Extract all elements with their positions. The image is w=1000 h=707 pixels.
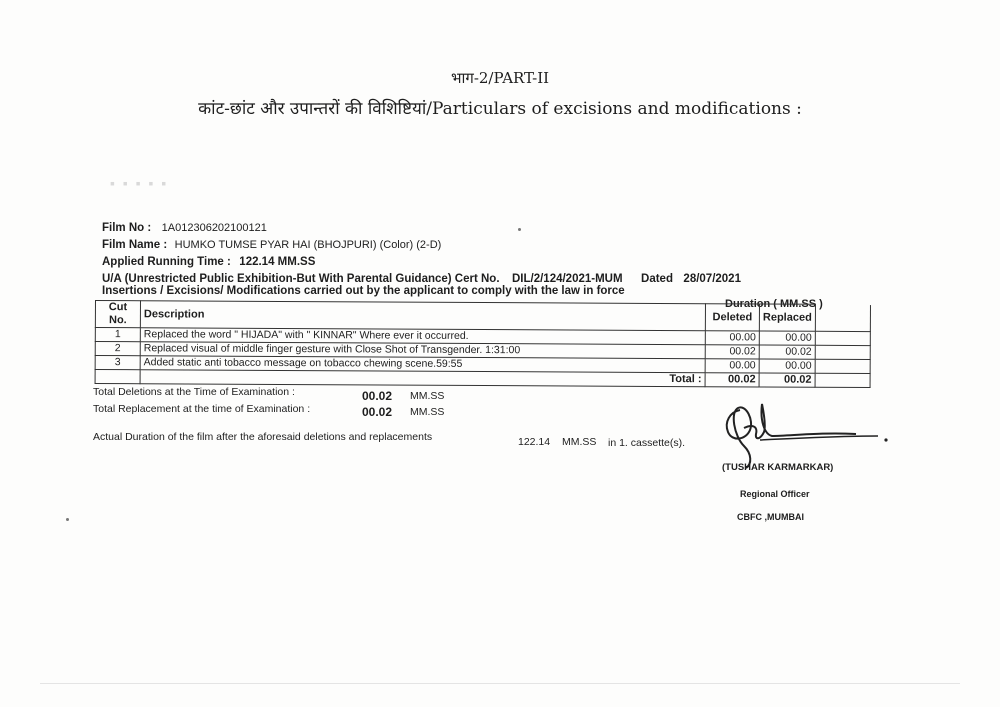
replaced-cell: 00.00 xyxy=(759,359,815,373)
certificate-date: 28/07/2021 xyxy=(683,273,741,285)
total-deleted: 00.02 xyxy=(705,373,759,387)
blank-cell xyxy=(815,331,870,345)
description-cell: Added static anti tobacco message on tobacco chewing scene.59:55 xyxy=(140,356,705,373)
header-deleted: Deleted xyxy=(705,304,759,331)
total-replaced: 00.02 xyxy=(759,373,815,387)
total-deletions-label: Total Deletions at the Time of Examination : xyxy=(93,386,295,398)
running-time-label: Applied Running Time : xyxy=(102,256,231,268)
film-no-row xyxy=(102,218,267,236)
scan-dot xyxy=(66,518,69,521)
cut-no-cell: 3 xyxy=(95,356,140,370)
excisions-table xyxy=(95,300,871,388)
total-replacement-value: 00.02 xyxy=(362,405,393,419)
signature-image xyxy=(700,390,900,470)
total-replacement-unit: MM.SS xyxy=(410,406,445,418)
duration-heading: Duration ( MM.SS ) xyxy=(725,298,823,310)
header-description: Description xyxy=(140,301,705,331)
blank-cell xyxy=(815,373,870,387)
blank-cell xyxy=(815,359,870,373)
faint-stamp-mark: ▪ ▪ ▪ ▪ ▪ xyxy=(110,175,169,191)
replaced-cell: 00.02 xyxy=(759,345,815,359)
running-time-value: 122.14 MM.SS xyxy=(239,256,316,268)
description-cell: Replaced visual of middle finger gesture with Close Shot of Transgender. 1:31:00 xyxy=(140,342,705,359)
table-header-row xyxy=(95,301,870,332)
actual-duration-unit: MM.SS xyxy=(562,436,597,448)
cut-no-cell: 1 xyxy=(95,328,140,342)
blank-cell xyxy=(815,345,870,359)
document-heading: कांट-छांट और उपान्तरों की विशिष्टियां/Particulars of excisions and modifications : xyxy=(198,99,802,119)
blank-cell xyxy=(815,304,870,331)
bottom-edge-line xyxy=(40,683,960,684)
replaced-cell: 00.00 xyxy=(759,331,815,345)
film-name-row xyxy=(102,235,441,253)
deleted-cell: 00.00 xyxy=(705,359,759,373)
part-label: भाग-2/PART-II xyxy=(450,69,550,87)
certificate-number: DIL/2/124/2021-MUM xyxy=(511,273,623,285)
cut-no-cell: 2 xyxy=(95,342,140,356)
insertions-heading: Insertions / Excisions/ Modifications carried out by the applicant to comply with the law in force xyxy=(102,285,625,297)
deleted-cell: 00.00 xyxy=(705,331,759,345)
blank-cell xyxy=(95,370,140,384)
signatory-organization: CBFC ,MUMBAI xyxy=(737,512,804,522)
actual-duration-value: 122.14 xyxy=(518,436,551,448)
header-cut-no: Cut No. xyxy=(95,301,140,328)
total-replacement-label: Total Replacement at the time of Examination : xyxy=(93,403,311,415)
signatory-role: Regional Officer xyxy=(740,489,810,499)
film-no-value: 1A012306202100121 xyxy=(161,222,267,234)
total-label: Total : xyxy=(140,370,705,387)
description-cell: Replaced the word " HIJADA" with " KINNAR" Where ever it occurred. xyxy=(140,328,705,345)
total-deletions-unit: MM.SS xyxy=(410,390,445,402)
scan-dot xyxy=(518,228,521,231)
actual-duration-suffix: in 1. cassette(s). xyxy=(608,437,686,449)
signatory-name: (TUSHAR KARMARKAR) xyxy=(722,462,834,473)
total-deletions-value: 00.02 xyxy=(362,389,393,403)
deleted-cell: 00.02 xyxy=(705,345,759,359)
film-no-label: Film No : xyxy=(102,222,152,234)
running-time-row xyxy=(102,252,315,270)
certificate-dated-label: Dated xyxy=(641,273,673,285)
certificate-text: U/A (Unrestricted Public Exhibition-But With Parental Guidance) Cert No. xyxy=(102,273,500,285)
film-name-label: Film Name : xyxy=(102,239,168,251)
actual-duration-label: Actual Duration of the film after the aforesaid deletions and replacements xyxy=(93,431,433,443)
film-name-value: HUMKO TUMSE PYAR HAI (BHOJPURI) (Color) (2-D) xyxy=(174,239,442,251)
header-replaced: Replaced xyxy=(759,304,815,331)
